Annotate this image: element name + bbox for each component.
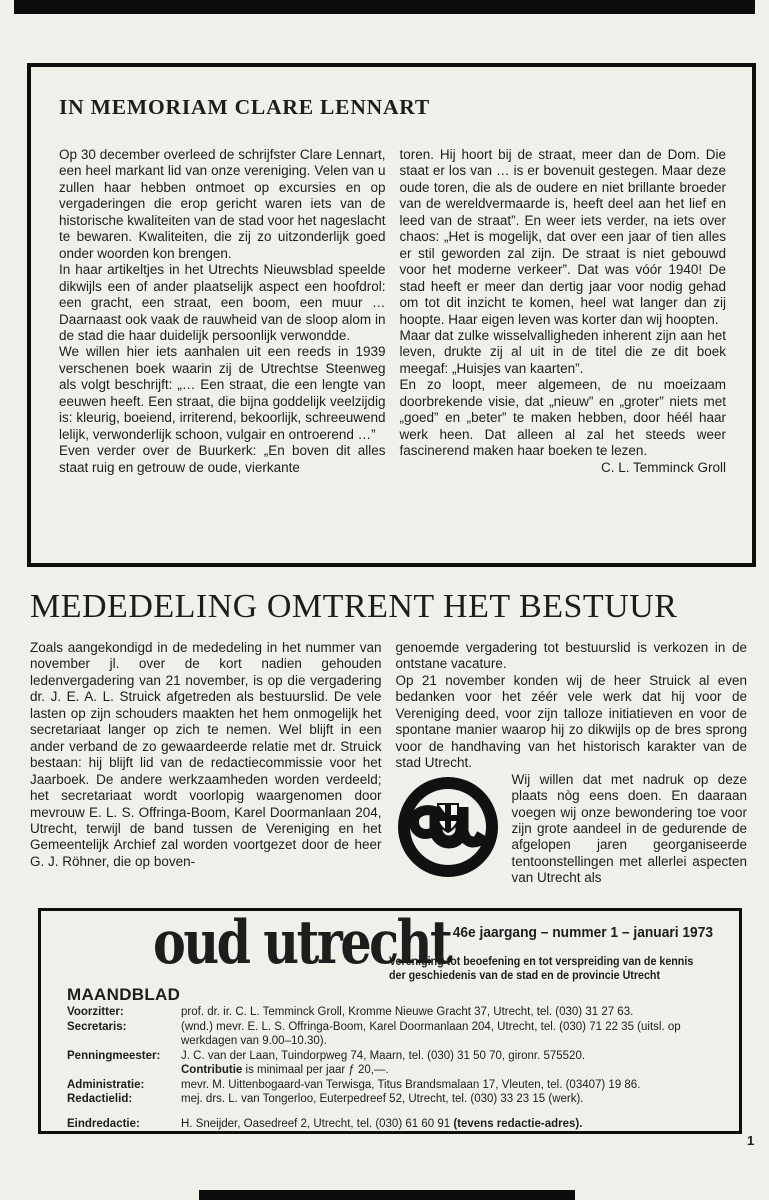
memoriam-title: IN MEMORIAM CLARE LENNART bbox=[59, 95, 431, 119]
officer-role: Eindredactie: bbox=[67, 1117, 140, 1130]
officer-details bbox=[181, 1049, 727, 1078]
paragraph: Even verder over de Buurkerk: „En boven dit alles staat ruig en getrouw de oude, vierkante bbox=[59, 443, 386, 475]
officer-row bbox=[67, 1117, 727, 1132]
subtitle-line: der geschiedenis van de stad en de provincie Utrecht bbox=[389, 970, 661, 982]
bestuur-section-title: MEDEDELING OMTRENT HET BESTUUR bbox=[30, 588, 678, 625]
issue-line: 46e jaargang – nummer 1 – januari 1973 bbox=[452, 925, 713, 941]
memoriam-column-right bbox=[400, 147, 727, 476]
officer-role: Redactielid: bbox=[67, 1093, 133, 1105]
officer-row bbox=[67, 1020, 727, 1049]
officer-row bbox=[67, 1078, 727, 1093]
paragraph: Maar dat zulke wisselvalligheden inherent zijn aan het leven, drukte zij al uit in de titel die ze dit boek meegaf: „Huisjes van kaarten”. bbox=[399, 327, 726, 376]
paragraph: En zo loopt, meer algemeen, de nu moeizaam doorbrekende visie, dat „nieuw” en „groter” niets met „goed” en „beter” te maken hebben, door héél haar werk heen. Dat alleen al zal het steeds weer fascinerend maken haar boeken te lezen. bbox=[399, 377, 726, 459]
officer-details: mej. drs. L. van Tongerloo, Euterpedreef 52, Utrecht, tel. (030) 33 23 15 (werk). bbox=[181, 1093, 584, 1105]
paragraph: Wij willen dat met nadruk op deze plaats nòg eens doen. En daaraan voegen wij onze bewondering toe voor zijn grote aandeel in de gedurende de afgelopen jaren georganiseerde tentoonstellingen met allerlei aspecten van Utrecht als bbox=[511, 771, 747, 886]
officer-role: Administratie: bbox=[67, 1078, 145, 1091]
officer-role: Penningmeester: bbox=[67, 1049, 161, 1062]
page-number: 1 bbox=[747, 1133, 755, 1148]
officer-details bbox=[181, 1117, 727, 1132]
bestuur-columns bbox=[30, 640, 747, 887]
paragraph: Zoals aangekondigd in de mededeling in het nummer van november jl. over de kort nadien gehouden ledenvergadering van 21 november, is op die vergadering dr. J. E. A. L. Struick afgetreden als bestuurslid. De vele lasten op zijn schouders maakten het hem onmogelijk het secretariaat langer op zich te nemen. Wel blijft in een ander verband de zo gewaardeerde relatie met dr. Struick bestaan: hij blijft lid van de redactiecommissie voor het Jaarboek. De andere werkzaamheden worden verdeeld; het secretariaat wordt voorlopig waargenomen door mevrouw E. L. S. Offringa-Boom, Karel Doormanlaan 204, Utrecht, terwijl de band tussen de Vereniging en het Gemeentelijk Archief zal worden voortgezet door de heer G. J. Röhner, die op boven- bbox=[30, 640, 382, 869]
contributie-label: Contributie bbox=[181, 1064, 243, 1076]
officer-address: H. Sneijder, Oasedreef 2, Utrecht, tel. (030) 61 60 91 bbox=[181, 1117, 454, 1130]
contributie-text: is minimaal per jaar ƒ 20,—. bbox=[242, 1064, 389, 1076]
contributie-line bbox=[181, 1063, 727, 1078]
masthead-box bbox=[38, 908, 742, 1134]
officer-details: mevr. M. Uittenbogaard-van Terwisga, Titus Brandsmalaan 17, Vleuten, tel. (03407) 19 86. bbox=[181, 1078, 641, 1091]
officers-list bbox=[67, 1005, 727, 1131]
top-black-bar bbox=[14, 0, 755, 14]
officer-role: Secretaris: bbox=[67, 1020, 127, 1033]
association-subtitle bbox=[389, 955, 693, 983]
maandblad-label: MAANDBLAD bbox=[67, 985, 181, 1004]
officer-details: (wnd.) mevr. E. L. S. Offringa-Boom, Karel Doormanlaan 204, Utrecht, tel. (030) 71 22 35 (uitsl. op werkdagen van 9.00–10.30). bbox=[181, 1020, 681, 1047]
paragraph: Op 30 december overleed de schrijfster Clare Lennart, een heel markant lid van onze vereniging. Velen van u zullen haar hebben ontmoet op excursies en op vergaderingen die erop gericht waren iets van de historische kwaliteiten van de stad voor het nageslacht te bewaren. Kwaliteiten, die zij zo uitzonderlijk goed onder woorden kon brengen. bbox=[59, 147, 386, 261]
memoriam-article-box bbox=[27, 63, 756, 567]
memoriam-column-left bbox=[59, 147, 386, 476]
oud-utrecht-logo-icon bbox=[396, 775, 500, 879]
redactie-adres-note: (tevens redactie-adres). bbox=[453, 1117, 583, 1130]
paragraph: We willen hier iets aanhalen uit een reeds in 1939 verschenen boek waarin zij de Utrechtse Steenweg als volgt beschrijft: „… Een straat, die een lengte van eeuwen heeft. Een straat, die bijna goddelijk veelzijdig is: kleurig, boeiend, irriterend, bekoorlijk, schreeuwend lelijk, verwonderlijk schoon, vulgair en ontroerend …” bbox=[59, 344, 386, 442]
paragraph: In haar artikeltjes in het Utrechts Nieuwsblad speelde dikwijls een of ander plaatselijk aspect een hoofdrol: een gracht, een straat, een boom, een muur … Daarnaast ook vaak de rauwheid van de sloop alom in de stad die haar duidelijk persoonlijk verwondde. bbox=[59, 262, 386, 343]
officer-row bbox=[67, 1049, 727, 1078]
officer-address: J. C. van der Laan, Tuindorpweg 74, Maarn, tel. (030) 31 50 70, gironr. 575520. bbox=[181, 1049, 586, 1062]
logo-text-wrap bbox=[396, 772, 748, 887]
bestuur-column-right bbox=[396, 640, 748, 887]
paragraph: genoemde vergadering tot bestuurslid is verkozen in de ontstane vacature. bbox=[395, 640, 747, 672]
paragraph: Op 21 november konden wij de heer Struick al even bedanken voor het zéér vele werk dat hij voor de Vereniging deed, voor zijn talloze initiatieven en voor de spontane manier waarop hij zo dikwijls op de bres sprong voor de handhaving van het historisch karakter van de stad Utrecht. bbox=[395, 672, 747, 771]
paragraph: toren. Hij hoort bij de straat, meer dan de Dom. Die staat er los van … is er bovenuit gestegen. Maar deze oude toren, die als de oudere en niet brillante broeder van de wereldvermaarde is, heeft deel aan het lief en leed van de straat”. En weer iets verder, na iets over chaos: „Het is mogelijk, dat over een jaar of tien alles er stil geworden zal zijn. De straat is niet gebouwd voor het moderne verkeer”. Dat was vóór 1940! De stad heeft er meer dan dertig jaar voor nodig gehad om tot dit inzicht te komen, heel wat langer dan zij hoopte. Haar eigen leven was korter dan wij hoopten. bbox=[399, 147, 726, 327]
author-signature: C. L. Temminck Groll bbox=[600, 459, 726, 475]
bestuur-column-left bbox=[30, 640, 382, 887]
officer-row bbox=[67, 1092, 727, 1107]
bottom-black-bar bbox=[199, 1190, 575, 1200]
oud-utrecht-logotype: oud utrecht bbox=[153, 908, 451, 978]
officer-role: Voorzitter: bbox=[67, 1006, 124, 1018]
officer-row bbox=[67, 1005, 727, 1020]
subtitle-line: Vereniging tot beoefening en tot verspreiding van de kennis bbox=[389, 956, 694, 968]
officer-details: prof. dr. ir. C. L. Temminck Groll, Kromme Nieuwe Gracht 37, Utrecht, tel. (030) 31 27 63. bbox=[181, 1006, 634, 1018]
memoriam-columns bbox=[59, 147, 726, 476]
